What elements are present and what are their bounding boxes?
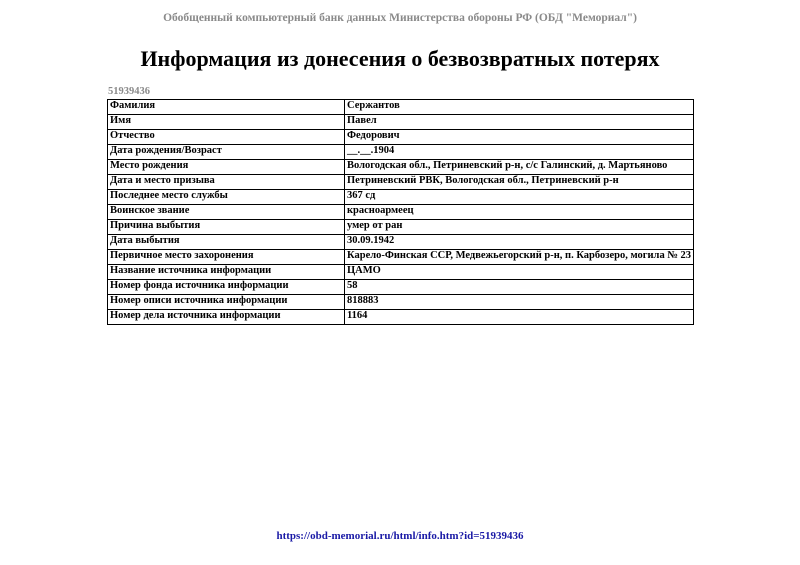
row-label-patronymic: Отчество bbox=[108, 130, 345, 145]
row-value-patronymic: Федорович bbox=[345, 130, 694, 145]
row-value-birth-place: Вологодская обл., Петриневский р-н, с/с Галинский, д. Мартьяново bbox=[345, 160, 694, 175]
row-label-loss-date: Дата выбытия bbox=[108, 235, 345, 250]
row-label-birth-place: Место рождения bbox=[108, 160, 345, 175]
row-label-reason: Причина выбытия bbox=[108, 220, 345, 235]
row-value-loss-date: 30.09.1942 bbox=[345, 235, 694, 250]
row-label-name: Имя bbox=[108, 115, 345, 130]
row-value-last-unit: 367 сд bbox=[345, 190, 694, 205]
table-row bbox=[108, 115, 694, 130]
row-value-surname: Сержантов bbox=[345, 100, 694, 115]
row-value-opis: 818883 bbox=[345, 295, 694, 310]
row-label-source-name: Название источника информации bbox=[108, 265, 345, 280]
row-label-surname: Фамилия bbox=[108, 100, 345, 115]
table-row bbox=[108, 190, 694, 205]
table-row bbox=[108, 100, 694, 115]
row-label-birth-date: Дата рождения/Возраст bbox=[108, 145, 345, 160]
table-row bbox=[108, 250, 694, 265]
row-label-rank: Воинское звание bbox=[108, 205, 345, 220]
row-value-source-name: ЦАМО bbox=[345, 265, 694, 280]
row-label-fond: Номер фонда источника информации bbox=[108, 280, 345, 295]
row-value-fond: 58 bbox=[345, 280, 694, 295]
table-row bbox=[108, 280, 694, 295]
row-label-burial: Первичное место захоронения bbox=[108, 250, 345, 265]
table-row bbox=[108, 175, 694, 190]
row-value-reason: умер от ран bbox=[345, 220, 694, 235]
row-label-last-unit: Последнее место службы bbox=[108, 190, 345, 205]
table-row bbox=[108, 130, 694, 145]
source-url-link[interactable]: https://obd-memorial.ru/html/info.htm?id=51939436 bbox=[276, 530, 524, 542]
row-label-delo: Номер дела источника информации bbox=[108, 310, 345, 325]
table-row bbox=[108, 235, 694, 250]
table-row bbox=[108, 220, 694, 235]
record-id: 51939436 bbox=[108, 86, 150, 97]
page-title: Информация из донесения о безвозвратных потерях bbox=[140, 46, 660, 71]
table-row bbox=[108, 265, 694, 280]
row-value-draft: Петриневский РВК, Вологодская обл., Петриневский р-н bbox=[345, 175, 694, 190]
header-note: Обобщенный компьютерный банк данных Министерства обороны РФ (ОБД "Мемориал") bbox=[163, 12, 637, 24]
row-label-draft: Дата и место призыва bbox=[108, 175, 345, 190]
table-row bbox=[108, 310, 694, 325]
row-label-opis: Номер описи источника информации bbox=[108, 295, 345, 310]
table-row bbox=[108, 145, 694, 160]
row-value-delo: 1164 bbox=[345, 310, 694, 325]
table-row bbox=[108, 295, 694, 310]
table-row bbox=[108, 160, 694, 175]
row-value-name: Павел bbox=[345, 115, 694, 130]
info-table bbox=[107, 99, 694, 325]
table-row bbox=[108, 205, 694, 220]
row-value-burial: Карело-Финская ССР, Медвежьегорский р-н, п. Карбозеро, могила № 23 bbox=[345, 250, 694, 265]
row-value-birth-date: __.__.1904 bbox=[345, 145, 694, 160]
row-value-rank: красноармеец bbox=[345, 205, 694, 220]
